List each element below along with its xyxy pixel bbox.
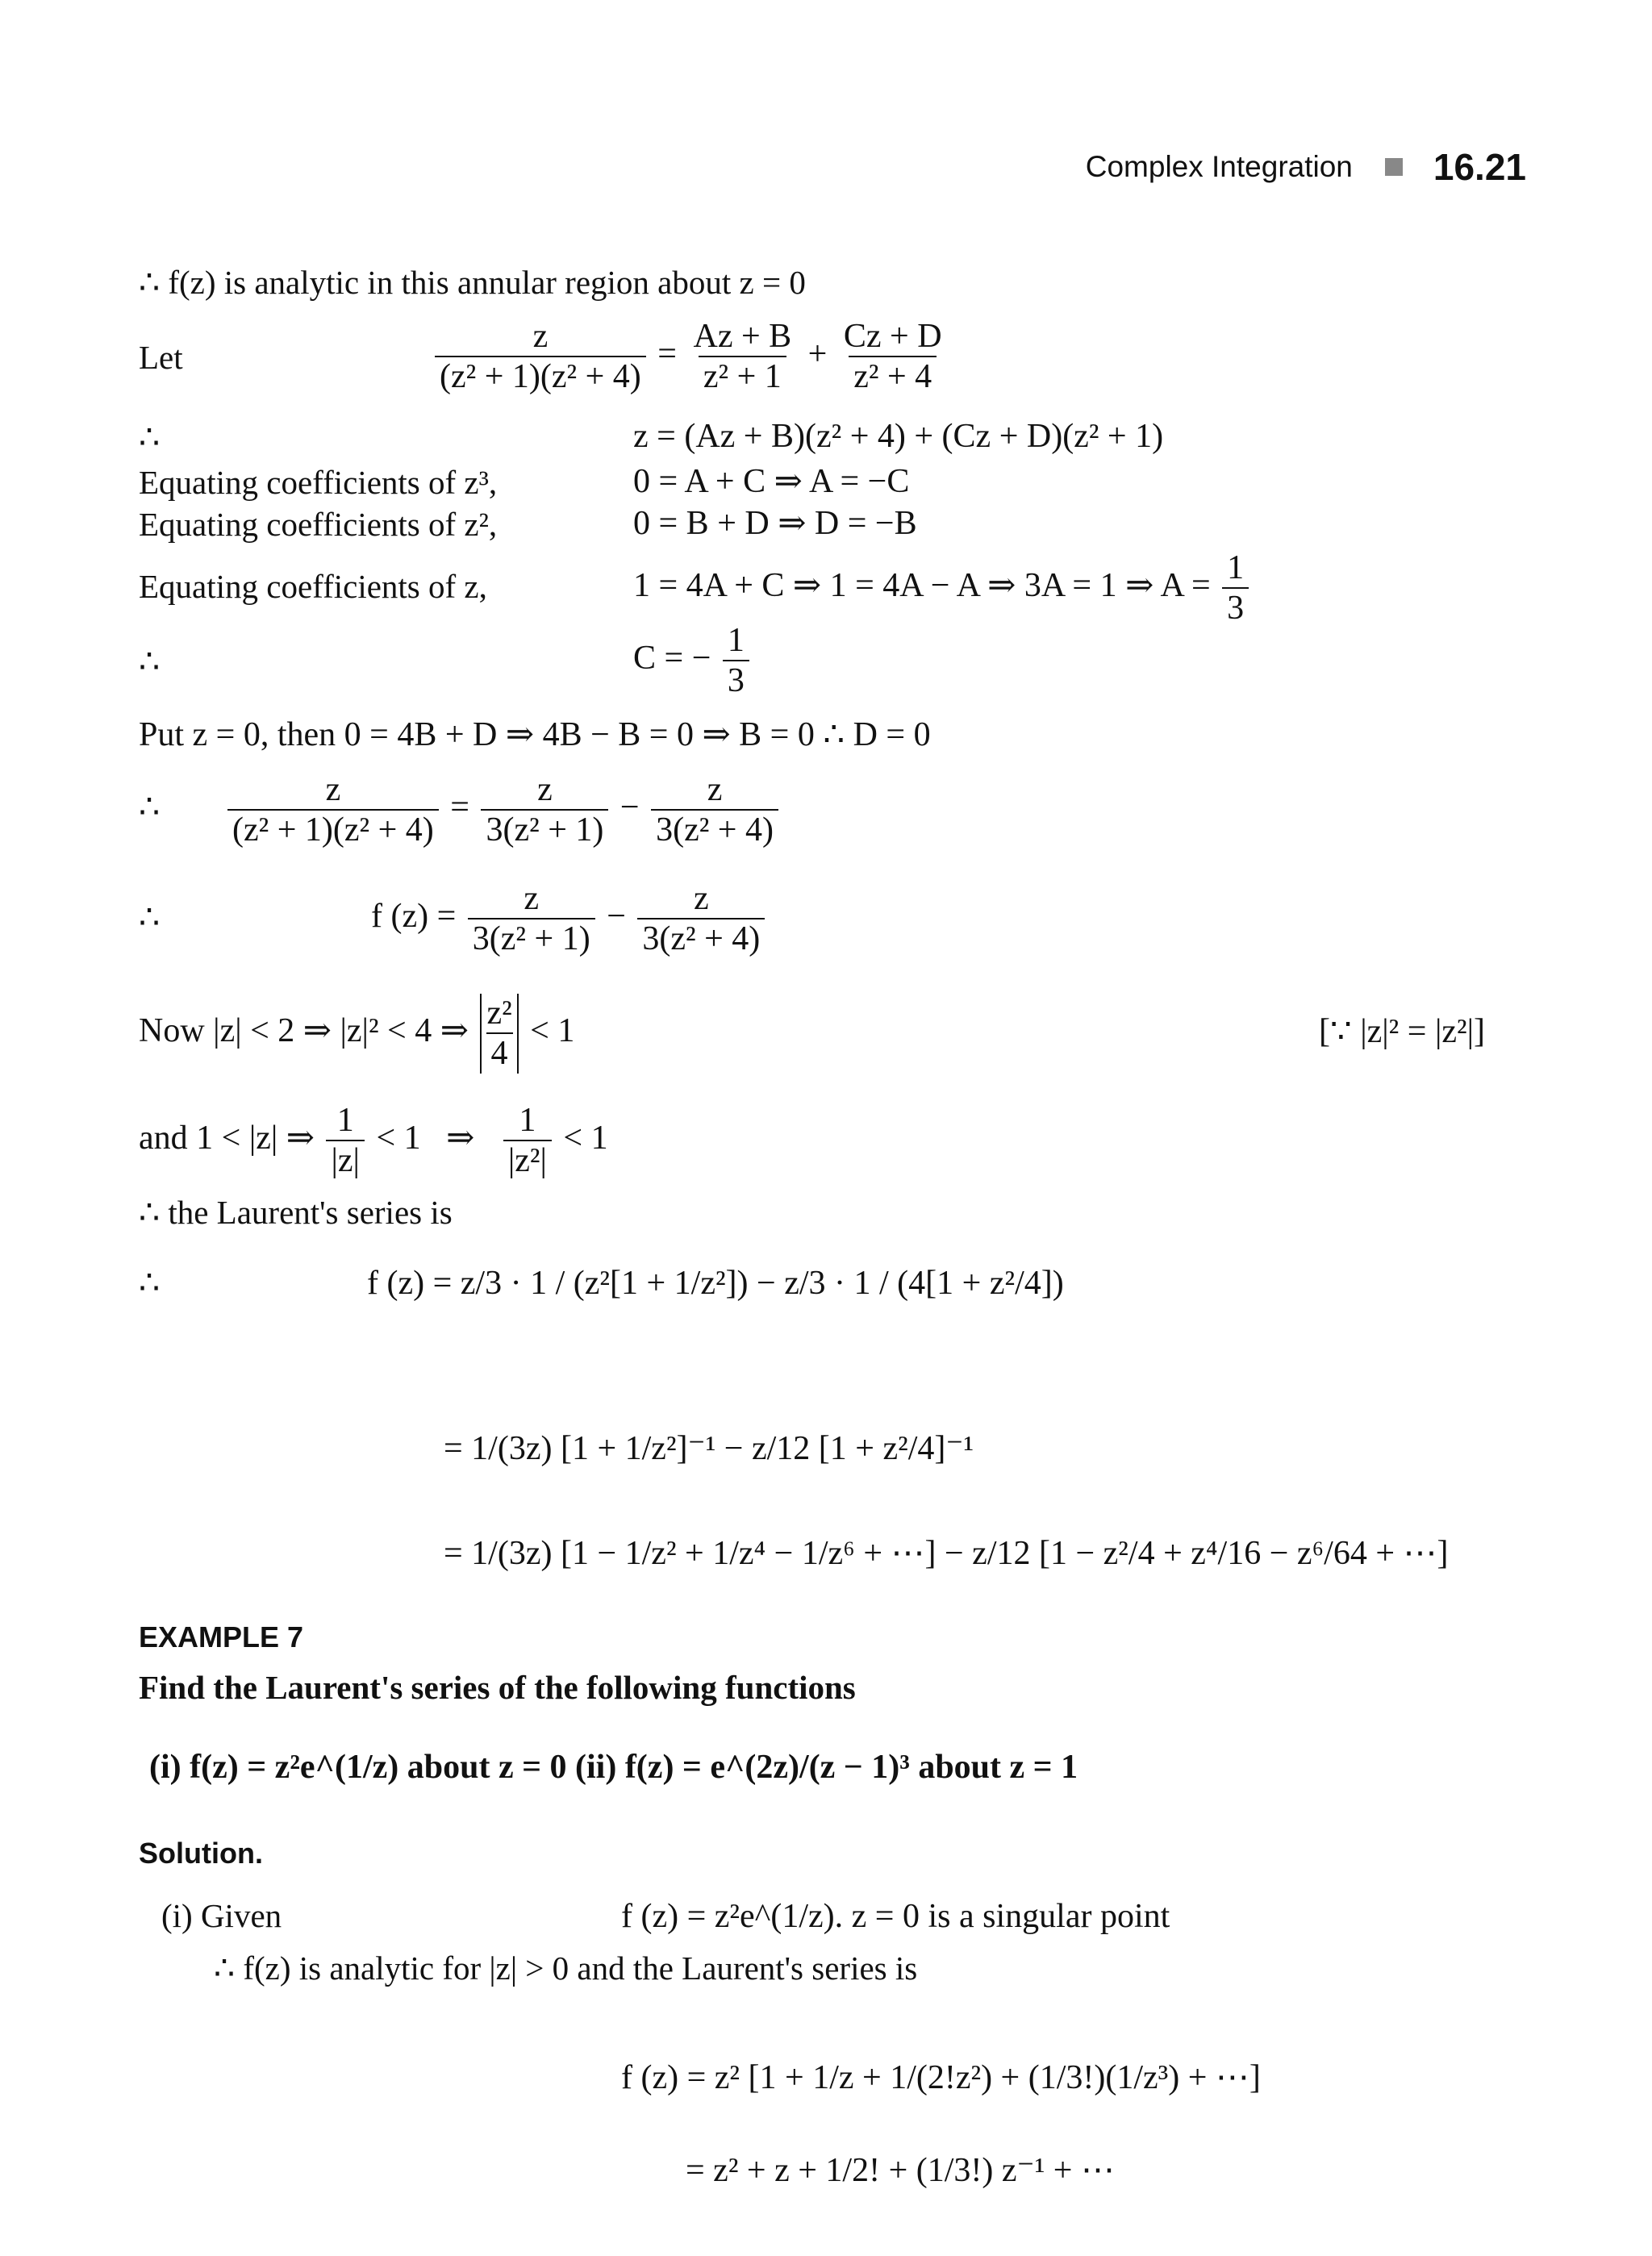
example-statement: Find the Laurent's series of the following functions <box>139 1669 856 1706</box>
analytic-region: ∴ f(z) is analytic for |z| > 0 and the Laurent's series is <box>214 1950 918 1987</box>
running-header <box>1086 145 1526 189</box>
laurent-series-step1: f (z) = z/3 · 1 / (z²[1 + 1/z²]) − z/3 · 1 / (4[1 + z²/4]) <box>367 1265 1064 1302</box>
therefore-symbol-c: ∴ <box>139 643 161 680</box>
page-number: 16.21 <box>1433 146 1526 188</box>
partial-fraction-setup: $\frac{z}{\text{(z² + 1)(z² + 4)}}$ = $\frac{Az + B}{\text{z² + 1}}$ + $\frac{Cz + D}{\text{z² + 4}}$ <box>432 317 950 397</box>
header-square-icon <box>1385 158 1403 176</box>
therefore-symbol-fz: ∴ <box>139 899 161 936</box>
identity-equation: z = (Az + B)(z² + 4) + (Cz + D)(z² + 1) <box>633 418 1164 455</box>
coeff-z-equation: 1 = 4A + C ⇒ 1 = 4A − A ⇒ 3A = 1 ⇒ A = $\frac{1}{3}$ <box>633 548 1252 628</box>
now-condition: Now |z| < 2 ⇒ |z|² < 4 ⇒ $\frac{\text{z²}}{4}$ < 1 <box>139 995 575 1073</box>
solution-label: Solution. <box>139 1837 263 1870</box>
put-z-zero-line: Put z = 0, then 0 = 4B + D ⇒ 4B − B = 0 ⇒ B = 0 ∴ D = 0 <box>139 716 931 753</box>
therefore-symbol-pf: ∴ <box>139 788 161 825</box>
chapter-title: Complex Integration <box>1085 150 1353 183</box>
therefore-symbol-ls: ∴ <box>139 1264 161 1301</box>
laurent-series-step2: = 1/(3z) [1 + 1/z²]⁻¹ − z/12 [1 + z²/4]⁻¹ <box>444 1430 974 1467</box>
analytic-statement: ∴ f(z) is analytic in this annular region about z = 0 <box>139 264 806 301</box>
laurent-series-step3: = 1/(3z) [1 − 1/z² + 1/z⁴ − 1/z⁶ + ⋯] − z/12 [1 − z²/4 + z⁴/16 − z⁶/64 + ⋯] <box>444 1535 1449 1572</box>
given-label: (i) Given <box>161 1897 282 1934</box>
c-value: C = − $\frac{1}{3}$ <box>633 621 753 701</box>
and-condition: and 1 < |z| ⇒ $\frac{1}{|z|}$ < 1 ⇒ $\frac{1}{\text{|z²|}}$ < 1 <box>139 1102 608 1180</box>
given-function: f (z) = z²e^(1/z). z = 0 is a singular point <box>621 1898 1170 1935</box>
therefore-symbol: ∴ <box>139 419 161 456</box>
fz-decomposition: f (z) = $\frac{z}{\text{3(z² + 1)}}$ − $\frac{z}{\text{3(z² + 4)}}$ <box>371 879 768 959</box>
laurent-intro: ∴ the Laurent's series is <box>139 1194 453 1231</box>
series-result: = z² + z + 1/2! + (1/3!) z⁻¹ + ⋯ <box>686 2152 1115 2189</box>
coeff-z2-label: Equating coefficients of z², <box>139 506 498 543</box>
example-parts: (i) f(z) = z²e^(1/z) about z = 0 (ii) f(z) = e^(2z)/(z − 1)³ about z = 1 <box>149 1749 1078 1786</box>
let-label: Let <box>139 339 183 376</box>
example-title: EXAMPLE 7 <box>139 1620 304 1653</box>
coeff-z2-equation: 0 = B + D ⇒ D = −B <box>633 505 917 542</box>
side-note: [∵ |z|² = |z²|] <box>1319 1013 1485 1050</box>
coeff-z3-label: Equating coefficients of z³, <box>139 464 498 501</box>
partial-fraction-result: $\frac{z}{\text{(z² + 1)(z² + 4)}}$ = $\frac{z}{\text{3(z² + 1)}}$ − $\frac{z}{\text{3(z² + 4)}}$ <box>224 770 782 850</box>
coeff-z-label: Equating coefficients of z, <box>139 568 487 605</box>
coeff-z3-equation: 0 = A + C ⇒ A = −C <box>633 463 910 500</box>
series-expansion: f (z) = z² [1 + 1/z + 1/(2!z²) + (1/3!)(1/z³) + ⋯] <box>621 2059 1261 2096</box>
